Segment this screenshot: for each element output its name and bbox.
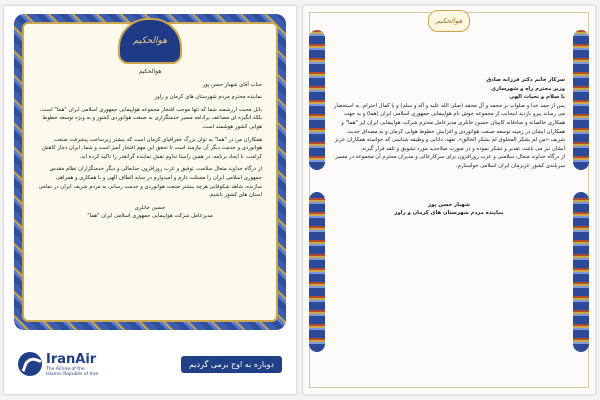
calligraphy-crest: هوالحکیم bbox=[118, 18, 182, 64]
signer-name: حسین خانلری bbox=[134, 204, 166, 211]
iranair-brand bbox=[18, 352, 98, 377]
paragraph: پس از حمد خدا و صلوات بر محمد و آل محمد (صلی الله علیه و آله و سلم) و با کمال احترام، به استحضار می رساند پیرو بازدید اینجانب از مجموعه خوش نام هواپیمایی جمهوری اسلامی ایران (هما) و به جهت همکاری خالصانه و صادقانه کاپیتان حسین خانلری مدیرعامل محترم شرکت هواپیمایی ایران ایر "هما" و همکاران ایشان در زمینه توسعه صنعت هوانوردی و افزایش خطوط هوایی کرمان و به مصداق حدیث شریف «من لم یشکر المخلوق لم یشکر الخالق»، تعهد، دانایی و وظیفه شناسی که خواسته همکاران عزیز ایشان نیز می باشد، تقدیر و تشکر نموده و در صورت صلاحدید مورد تشویق و تلقد قرار گیرند. bbox=[333, 102, 565, 152]
brand-sub: The Airline of the bbox=[46, 366, 85, 372]
signer-title: نماینده مردم شهرستان های کرمان و راور bbox=[394, 210, 504, 217]
tile-ornament bbox=[309, 192, 325, 352]
calligraphy-crest: هوالحکیم bbox=[428, 10, 470, 32]
signature-block bbox=[333, 201, 565, 218]
signer-name: شهباز حسن پور bbox=[428, 201, 470, 208]
addressee: نماینده محترم مردم شهرستان های کرمان و راور bbox=[154, 94, 262, 101]
paragraph: از درگاه خداوند متعال، سلامتی و عزت روزافزون برای سرکارعالی و مدیران محترم آن مجموعه در مسیر سربلندی کشور عزیزمان ایران اسلامی خواستارم. bbox=[335, 154, 565, 169]
ornate-tile-frame bbox=[14, 14, 286, 330]
paragraph: از درگاه خداوند متعال سلامت، توفیق و عزت روزافزون جنابعالی و دیگر خدمتگزاران نظام مقدس جمهوری اسلامی ایران را مسئلت دارم و امیدوارم در سایه الطاف الهی و با همکاری و همراهی سازنده، شاهد شکوفایی هرچه بیشتر صنعت هوانوردی و خدمت رسانی به مردم شریف ایران در تمامی استان های کشور باشیم. bbox=[38, 166, 262, 199]
paragraph: بانل محبت ارزشمند شما که تنها موجب افتخار مجموعه هواپیمایی جمهوری اسلامی ایران "هما" است، بلکه انگیزه ای مضاعف برادامه مسیر خدمتگزاری به صنعت هوانوردی کشور و به ویژه توسعه خطوط هوایی کشور هوشمند است. bbox=[39, 106, 262, 130]
letter-paper bbox=[22, 22, 278, 322]
homa-bird-icon bbox=[18, 352, 42, 376]
footer-bar bbox=[4, 334, 296, 394]
tile-ornament bbox=[573, 30, 589, 170]
signature-block bbox=[38, 204, 262, 221]
letter-title: هوالحکیم bbox=[138, 68, 162, 75]
letter-body bbox=[38, 68, 262, 221]
paragraph: همکاران من در "هما" به توان بزرگ جغرافیای کرمان است که بیشتر زیرساخت پیشرفت صنعت هوانوردی و خدمت دیگر آن نیازمند است تا تحقق این مهم افتخار آمیز است و شما، ایران دچار کاهش کرامت، با ایجاد برنامه، در همین راستا تداوم نقش نماینده گرانقدر را تاکید کرده اید. bbox=[42, 136, 262, 160]
letter-body bbox=[333, 76, 565, 218]
recipient-title: وزیر محترم راه و شهرسازی bbox=[491, 85, 565, 92]
recipient-name: سرکار خانم دکتر فرزانه صادق bbox=[486, 77, 565, 83]
salutation: با سلام و تحیات الهی bbox=[509, 94, 565, 101]
signer-title: مدیرعامل شرکت هواپیمایی جمهوری اسلامی ایران "هما" bbox=[87, 213, 213, 220]
iranair-letter bbox=[4, 6, 296, 394]
greeting: جناب آقای شهباز حسن پور bbox=[202, 81, 262, 88]
slogan-badge: دوباره به اوج برمی گردیم bbox=[181, 356, 282, 373]
tile-ornament bbox=[573, 192, 589, 352]
brand-sub: Islamic Republic of Iran bbox=[46, 371, 99, 377]
tile-ornament bbox=[309, 30, 325, 170]
parliament-letter bbox=[303, 6, 595, 394]
brand-name: IranAir bbox=[46, 351, 97, 367]
